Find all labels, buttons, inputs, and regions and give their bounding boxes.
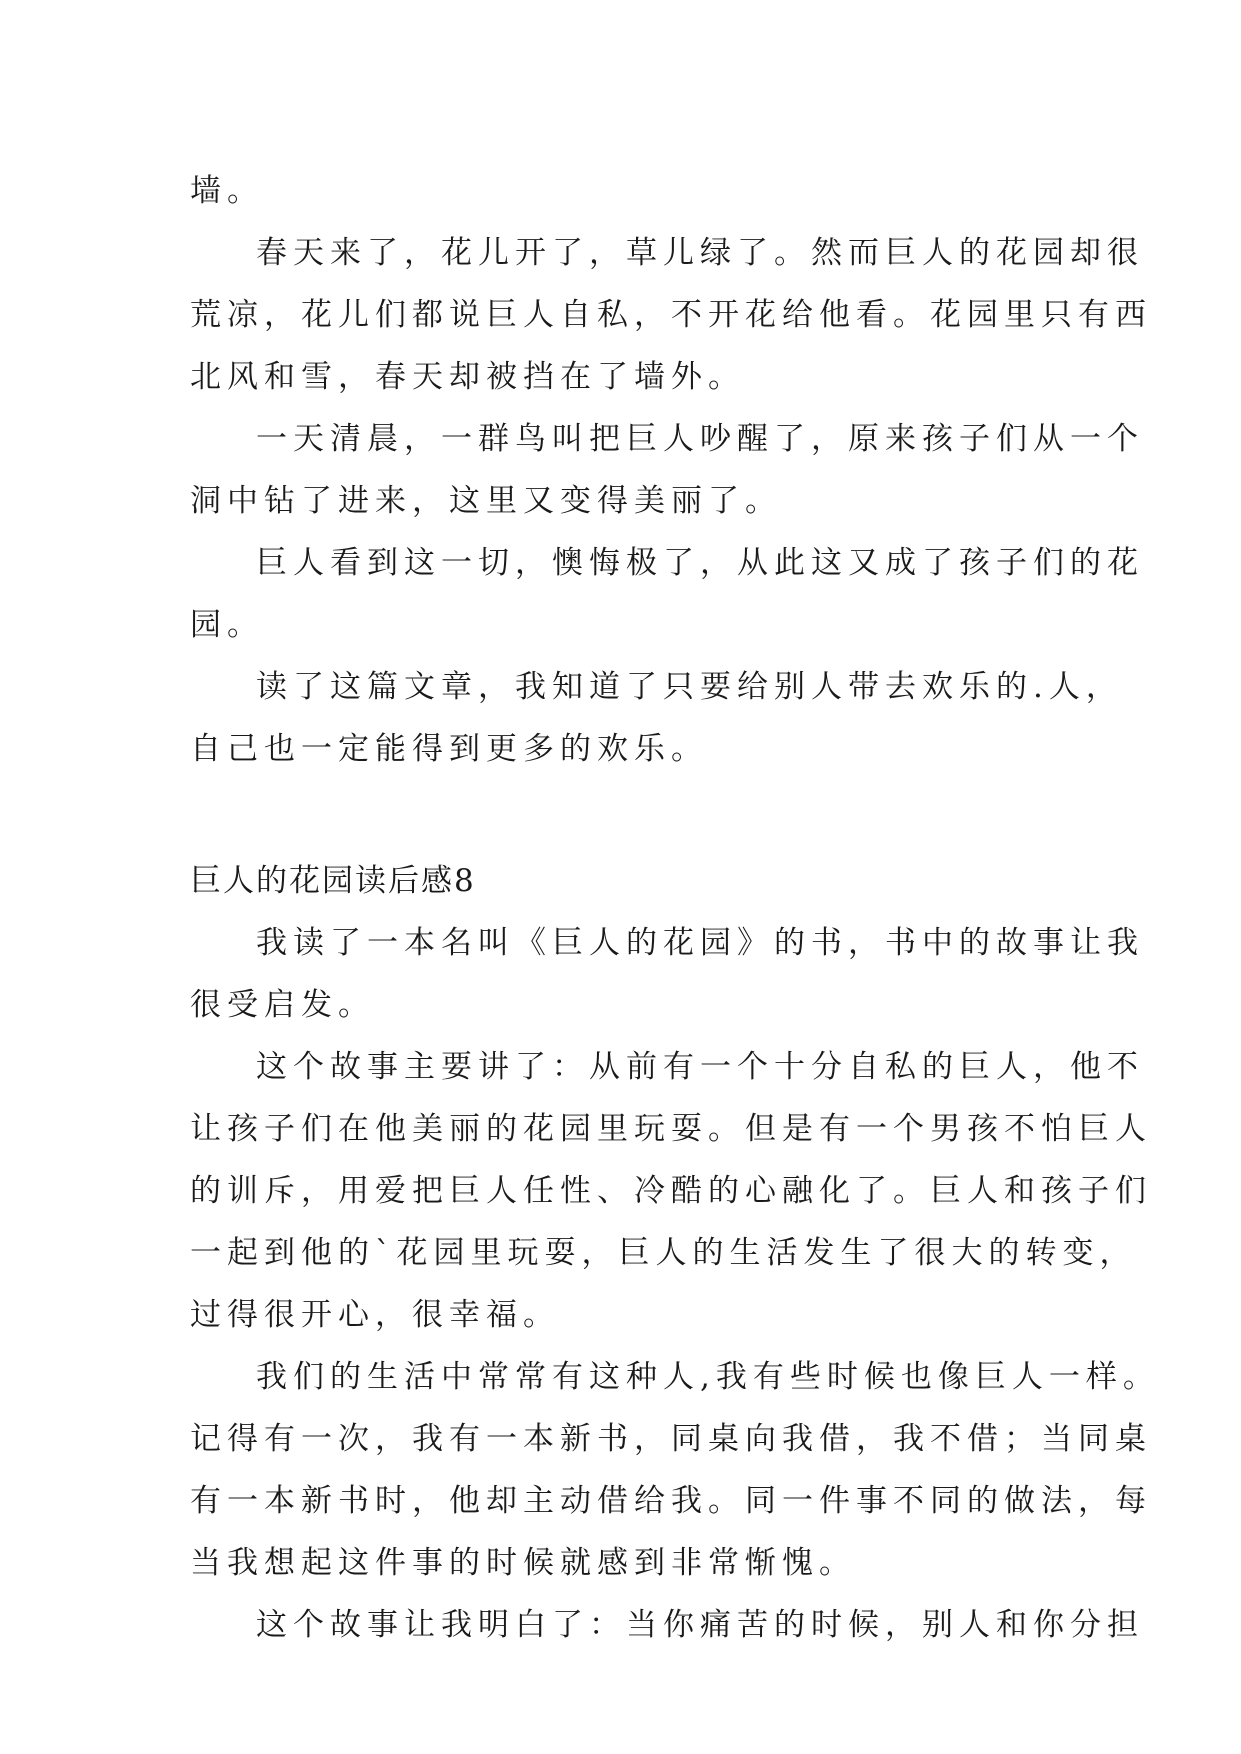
text-line: 园。 xyxy=(190,607,264,643)
document-page xyxy=(190,160,1160,1656)
text-line: 很受启发。 xyxy=(190,987,375,1023)
text-line: 让孩子们在他美丽的花园里玩耍。但是有一个男孩不怕巨人 xyxy=(190,1111,1152,1147)
text-line: 我读了一本名叫《巨人的花园》的书，书中的故事让我 xyxy=(256,925,1144,961)
essay-8-body xyxy=(190,912,1160,1656)
text-line: 我们的生活中常常有这种人,我有些时候也像巨人一样。 xyxy=(256,1359,1160,1395)
text-line: 有一本新书时，他却主动借给我。同一件事不同的做法，每 xyxy=(190,1483,1152,1519)
text-line: 当我想起这件事的时候就感到非常惭愧。 xyxy=(190,1545,856,1581)
text-line: 的训斥，用爱把巨人任性、冷酷的心融化了。巨人和孩子们 xyxy=(190,1173,1152,1209)
text-line: 自己也一定能得到更多的欢乐。 xyxy=(190,731,708,767)
text-line: 记得有一次，我有一本新书，同桌向我借，我不借；当同桌 xyxy=(190,1421,1152,1457)
text-line: 巨人看到这一切，懊悔极了，从此这又成了孩子们的花 xyxy=(256,545,1144,581)
text-line: 荒凉，花儿们都说巨人自私，不开花给他看。花园里只有西 xyxy=(190,297,1152,333)
text-line: 过得很开心，很幸福。 xyxy=(190,1297,560,1333)
text-line: 读了这篇文章，我知道了只要给别人带去欢乐的.人， xyxy=(256,669,1123,705)
text-line: 北风和雪，春天却被挡在了墙外。 xyxy=(190,359,745,395)
essay-7-ending xyxy=(190,160,1152,780)
text-line: 墙。 xyxy=(190,173,264,209)
text-line: 一天清晨，一群鸟叫把巨人吵醒了，原来孩子们从一个 xyxy=(256,421,1144,457)
text-line: 一起到他的`花园里玩耍，巨人的生活发生了很大的转变， xyxy=(190,1235,1137,1271)
text-line: 这个故事让我明白了：当你痛苦的时候，别人和你分担 xyxy=(256,1607,1144,1643)
section-gap xyxy=(190,780,1055,850)
text-line: 洞中钻了进来，这里又变得美丽了。 xyxy=(190,483,782,519)
text-line: 这个故事主要讲了：从前有一个十分自私的巨人，他不 xyxy=(256,1049,1144,1085)
text-line: 春天来了，花儿开了，草儿绿了。然而巨人的花园却很 xyxy=(256,235,1144,271)
essay-8-heading: 巨人的花园读后感8 xyxy=(190,863,476,899)
